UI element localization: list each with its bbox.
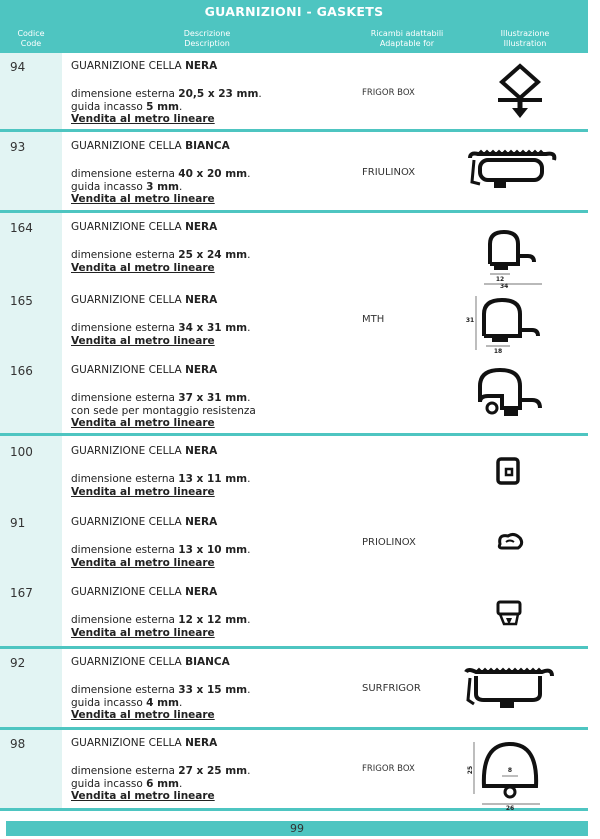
dim-suffix: . bbox=[247, 684, 251, 696]
item-name bbox=[71, 140, 230, 152]
item-name-prefix: GUARNIZIONE CELLA bbox=[71, 737, 186, 749]
item-code: 165 bbox=[10, 294, 33, 308]
dim-prefix: dimensione esterna bbox=[71, 392, 179, 404]
dim-prefix: dimensione esterna bbox=[71, 544, 179, 556]
group-separator bbox=[0, 433, 588, 436]
adaptable-brand: PRIOLINOX bbox=[362, 537, 416, 548]
extra-prefix: guida incasso bbox=[71, 696, 147, 709]
dim-prefix: dimensione esterna bbox=[71, 249, 179, 261]
header-adaptable-en: Adaptable for bbox=[379, 39, 435, 48]
item-code: 164 bbox=[10, 221, 33, 235]
dim-value: 13 x 10 mm bbox=[178, 544, 248, 556]
item-name-prefix: GUARNIZIONE CELLA bbox=[71, 294, 186, 306]
extra-prefix: guida incasso bbox=[71, 100, 147, 113]
page-title: GUARNIZIONI - GASKETS bbox=[0, 0, 588, 24]
dim-value: 37 x 31 mm bbox=[178, 392, 248, 404]
gasket-91-illustration bbox=[494, 530, 526, 556]
sale-label: Vendita al metro lineare bbox=[71, 790, 215, 802]
dim-prefix: dimensione esterna bbox=[71, 614, 179, 626]
dim-suffix: . bbox=[247, 392, 251, 404]
table-header bbox=[0, 24, 588, 53]
item-code: 167 bbox=[10, 586, 33, 600]
item-name bbox=[71, 294, 217, 306]
sale-label: Vendita al metro lineare bbox=[71, 626, 215, 639]
dim-prefix: dimensione esterna bbox=[71, 168, 179, 180]
item-name-prefix: GUARNIZIONE CELLA bbox=[71, 586, 186, 598]
dim-suffix: . bbox=[247, 544, 251, 556]
group-separator bbox=[0, 646, 588, 649]
item-name bbox=[71, 445, 217, 457]
extra-value: 6 mm bbox=[146, 777, 179, 790]
dim-label-12: 12 bbox=[495, 276, 505, 283]
dim-suffix: . bbox=[247, 765, 251, 777]
code-column-background bbox=[0, 53, 62, 809]
extra-prefix: guida incasso bbox=[71, 777, 147, 790]
extra-value: 5 mm bbox=[146, 100, 179, 113]
item-name bbox=[71, 656, 230, 668]
dim-suffix: . bbox=[247, 322, 251, 334]
sale-label: Vendita al metro lineare bbox=[71, 556, 215, 569]
dim-value: 34 x 31 mm bbox=[178, 322, 248, 334]
item-details bbox=[71, 473, 250, 498]
dim-label-26: 26 bbox=[505, 805, 515, 810]
item-details bbox=[71, 614, 250, 639]
item-color: NERA bbox=[185, 586, 218, 598]
gasket-98-illustration bbox=[466, 736, 552, 810]
dim-suffix: . bbox=[258, 88, 262, 100]
dim-prefix: dimensione esterna bbox=[71, 473, 179, 485]
item-color: NERA bbox=[185, 60, 218, 72]
sale-label: Vendita al metro lineare bbox=[71, 113, 215, 125]
header-adaptable bbox=[352, 29, 462, 49]
item-code: 91 bbox=[10, 516, 26, 530]
dim-label-25: 25 bbox=[467, 765, 474, 775]
dim-prefix: dimensione esterna bbox=[71, 322, 179, 334]
gasket-164-illustration bbox=[480, 226, 552, 290]
item-color: NERA bbox=[185, 294, 218, 306]
header-description-en: Description bbox=[184, 39, 230, 48]
dim-label-8: 8 bbox=[507, 767, 513, 774]
item-color: NERA bbox=[185, 364, 218, 376]
item-name-prefix: GUARNIZIONE CELLA bbox=[71, 516, 186, 528]
gasket-94-illustration bbox=[488, 62, 552, 122]
dim-label-18: 18 bbox=[493, 348, 503, 355]
dim-prefix: dimensione esterna bbox=[71, 684, 179, 696]
dim-value: 20,5 x 23 mm bbox=[178, 88, 259, 100]
item-code: 100 bbox=[10, 445, 33, 459]
dim-prefix: dimensione esterna bbox=[71, 765, 179, 777]
item-name bbox=[71, 516, 217, 528]
sale-label: Vendita al metro lineare bbox=[71, 334, 215, 347]
item-details bbox=[71, 249, 250, 274]
item-name-prefix: GUARNIZIONE CELLA bbox=[71, 656, 186, 668]
header-illustration-it: Illustrazione bbox=[500, 29, 550, 38]
dim-suffix: . bbox=[247, 168, 251, 180]
gasket-167-illustration bbox=[494, 598, 526, 630]
gasket-166-illustration bbox=[472, 366, 552, 424]
item-name bbox=[71, 221, 217, 233]
header-illustration-en: Illustration bbox=[503, 39, 547, 48]
header-description bbox=[62, 29, 352, 49]
gasket-92-illustration bbox=[462, 664, 556, 714]
extra-suffix: . bbox=[179, 696, 183, 709]
dim-value: 40 x 20 mm bbox=[178, 168, 248, 180]
gasket-93-illustration bbox=[464, 148, 560, 194]
header-code-it: Codice bbox=[17, 29, 45, 38]
header-code-en: Code bbox=[20, 39, 42, 48]
header-illustration bbox=[462, 29, 588, 49]
item-color: NERA bbox=[185, 221, 218, 233]
extra-suffix: . bbox=[179, 180, 183, 193]
header-code bbox=[0, 29, 62, 49]
dim-value: 27 x 25 mm bbox=[178, 765, 248, 777]
item-code: 92 bbox=[10, 656, 26, 670]
item-details bbox=[71, 684, 250, 722]
item-name bbox=[71, 60, 217, 72]
item-color: BIANCA bbox=[185, 656, 230, 668]
item-name-prefix: GUARNIZIONE CELLA bbox=[71, 364, 186, 376]
adaptable-brand: SURFRIGOR bbox=[362, 683, 421, 694]
sale-label: Vendita al metro lineare bbox=[71, 261, 215, 274]
adaptable-brand: FRIGOR BOX bbox=[362, 764, 415, 774]
item-code: 98 bbox=[10, 737, 26, 751]
dim-suffix: . bbox=[247, 249, 251, 261]
dim-value: 12 x 12 mm bbox=[178, 614, 248, 626]
item-name-prefix: GUARNIZIONE CELLA bbox=[71, 445, 186, 457]
dim-value: 13 x 11 mm bbox=[178, 473, 248, 485]
dim-value: 25 x 24 mm bbox=[178, 249, 248, 261]
header-adaptable-it: Ricambi adattabili bbox=[370, 29, 444, 38]
extra-prefix: guida incasso bbox=[71, 180, 147, 193]
item-details bbox=[71, 392, 256, 430]
extra-text: con sede per montaggio resistenza bbox=[71, 404, 256, 417]
item-name-prefix: GUARNIZIONE CELLA bbox=[71, 60, 186, 72]
sale-label: Vendita al metro lineare bbox=[71, 193, 215, 205]
gasket-100-illustration bbox=[494, 455, 524, 489]
adaptable-brand: MTH bbox=[362, 314, 385, 325]
item-details bbox=[71, 322, 250, 347]
gasket-165-illustration bbox=[462, 292, 554, 360]
dim-label-34: 34 bbox=[500, 283, 509, 290]
item-color: NERA bbox=[185, 516, 218, 528]
sale-label: Vendita al metro lineare bbox=[71, 417, 215, 429]
item-details bbox=[71, 168, 250, 206]
item-details bbox=[71, 88, 262, 126]
item-color: NERA bbox=[185, 445, 218, 457]
extra-suffix: . bbox=[179, 777, 183, 790]
item-details bbox=[71, 544, 250, 569]
dim-prefix: dimensione esterna bbox=[71, 88, 179, 100]
sale-label: Vendita al metro lineare bbox=[71, 709, 215, 721]
group-separator bbox=[0, 727, 588, 730]
item-details bbox=[71, 765, 250, 803]
dim-value: 33 x 15 mm bbox=[178, 684, 248, 696]
item-code: 94 bbox=[10, 60, 26, 74]
group-separator bbox=[0, 129, 588, 132]
extra-value: 3 mm bbox=[146, 180, 179, 193]
group-separator bbox=[0, 210, 588, 213]
item-color: BIANCA bbox=[185, 140, 230, 152]
extra-value: 4 mm bbox=[146, 696, 179, 709]
dim-label-31: 31 bbox=[465, 317, 475, 324]
item-color: NERA bbox=[185, 737, 218, 749]
sale-label: Vendita al metro lineare bbox=[71, 485, 215, 498]
item-name bbox=[71, 737, 217, 749]
page-number: 99 bbox=[6, 821, 588, 836]
extra-suffix: . bbox=[179, 100, 183, 113]
item-code: 93 bbox=[10, 140, 26, 154]
item-name-prefix: GUARNIZIONE CELLA bbox=[71, 221, 186, 233]
item-name bbox=[71, 364, 217, 376]
item-name bbox=[71, 586, 217, 598]
adaptable-brand: FRIGOR BOX bbox=[362, 88, 415, 98]
adaptable-brand: FRIULINOX bbox=[362, 167, 416, 178]
item-code: 166 bbox=[10, 364, 33, 378]
dim-suffix: . bbox=[247, 614, 251, 626]
header-description-it: Descrizione bbox=[183, 29, 231, 38]
dim-suffix: . bbox=[247, 473, 251, 485]
item-name-prefix: GUARNIZIONE CELLA bbox=[71, 140, 186, 152]
